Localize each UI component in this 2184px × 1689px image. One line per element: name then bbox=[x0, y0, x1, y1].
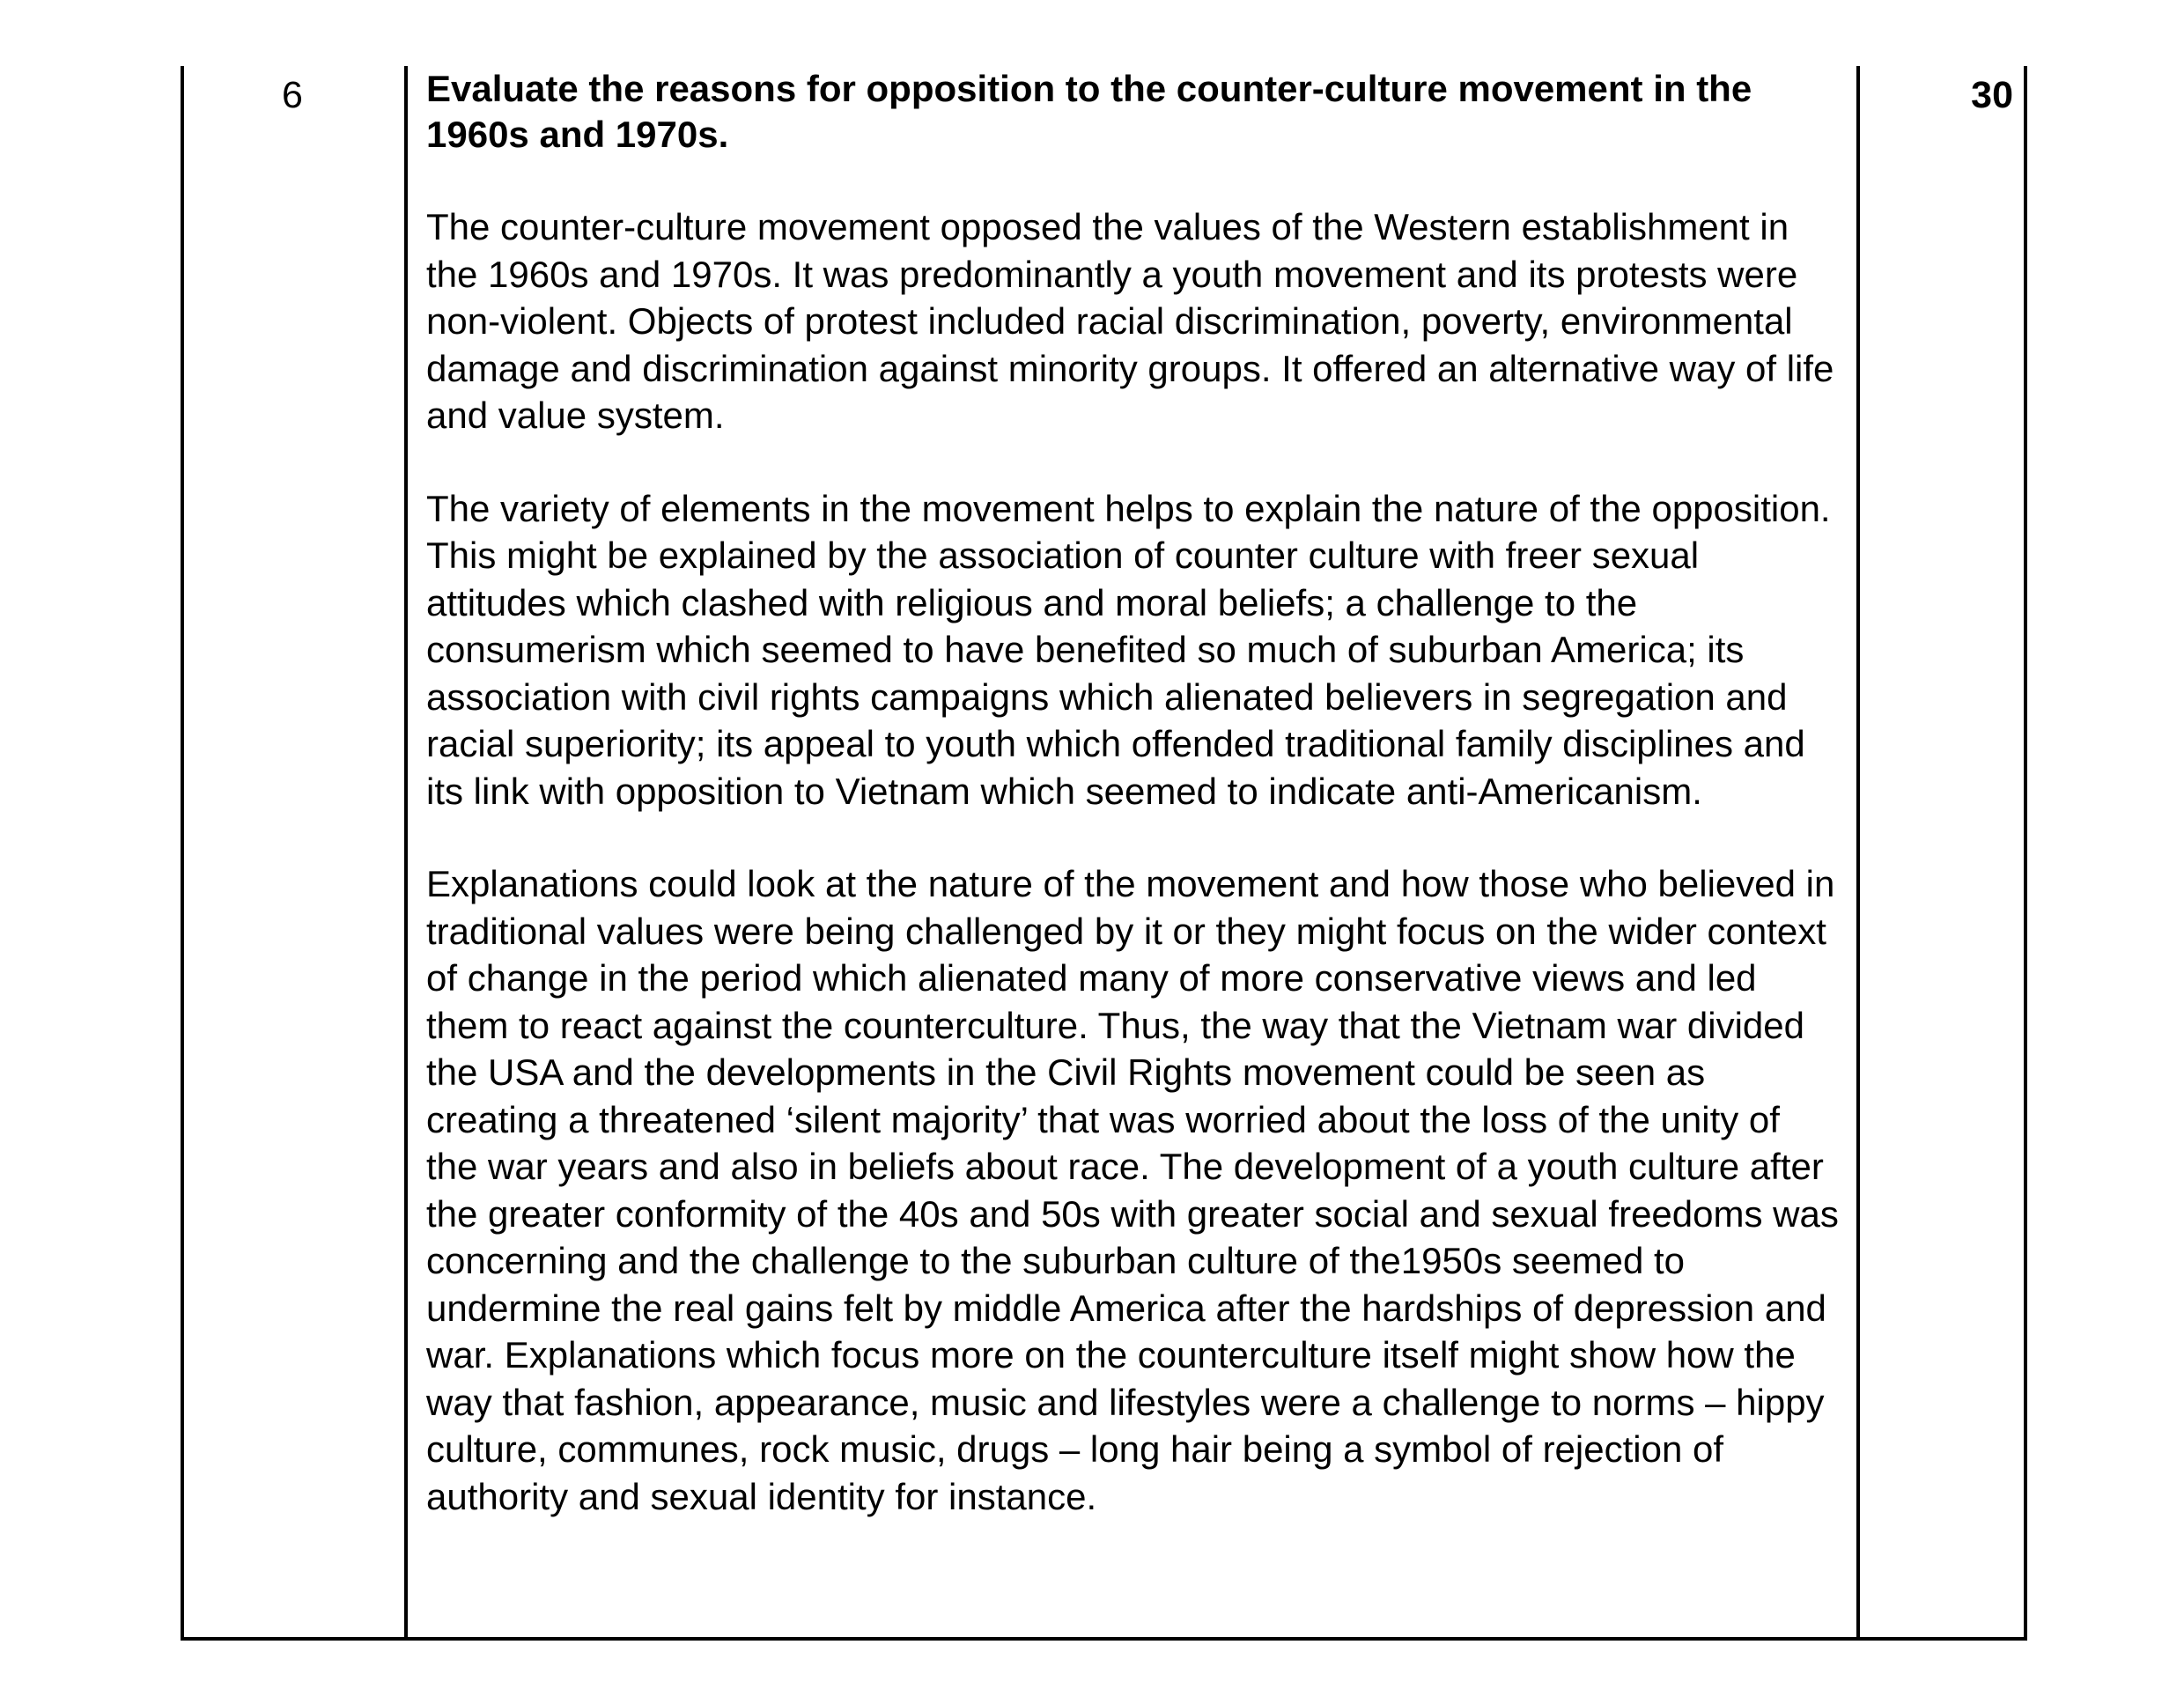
table-border-right bbox=[2024, 66, 2027, 1641]
answer-paragraph-explanations: Explanations could look at the nature of the movement and how those who believed in traditional values were being challenged by it or they might focus on the wider context of change in the period which alienated many of more conservative views and led them to react against the counterculture. Thus, the way that the Vietnam war divided the USA and the developments in the Civil Rights movement could be seen as creating a threatened ‘silent majority’ that was worried about the loss of the unity of the war years and also in beliefs about race. The development of a youth culture after the greater conformity of the 40s and 50s with greater social and sexual freedoms was concerning and the challenge to the suburban culture of the1950s seemed to undermine the real gains felt by middle America after the hardships of depression and war. Explanations which focus more on the counterculture itself might show how the way that fashion, appearance, music and lifestyles were a challenge to norms – hippy culture, communes, rock music, drugs – long hair being a symbol of rejection of authority and sexual identity for instance. bbox=[426, 863, 1839, 1517]
table-border-bottom bbox=[181, 1637, 2027, 1641]
table-border-left bbox=[181, 66, 184, 1641]
question-marks: 30 bbox=[1971, 74, 2013, 116]
answer-paragraph-intro: The counter-culture movement opposed the values of the Western establishment in the 1960s and 1970s. It was predominantly a youth movement and its protests were non-violent. Objects of protest included racial discrimination, poverty, environmental damage and discrimination against minority groups. It offered an alternative way of life and value system. bbox=[426, 206, 1834, 436]
answer-paragraph-opposition: The variety of elements in the movement helps to explain the nature of the opposition. This might be explained by the association of counter culture with freer sexual attitudes which clashed with religious and moral beliefs; a challenge to the consumerism which seemed to have benefited so much of suburban America; its association with civil rights campaigns which alienated believers in segregation and racial superiority; its appeal to youth which offended traditional family disciplines and its link with opposition to Vietnam which seemed to indicate anti-Americanism. bbox=[426, 487, 1831, 812]
answer-cell bbox=[426, 66, 1840, 1520]
question-number: 6 bbox=[282, 74, 303, 116]
question-prompt: Evaluate the reasons for opposition to the counter-culture movement in the 1960s and 1970s. bbox=[426, 68, 1752, 155]
column-divider-number bbox=[404, 66, 408, 1641]
column-divider-marks bbox=[1856, 66, 1860, 1641]
